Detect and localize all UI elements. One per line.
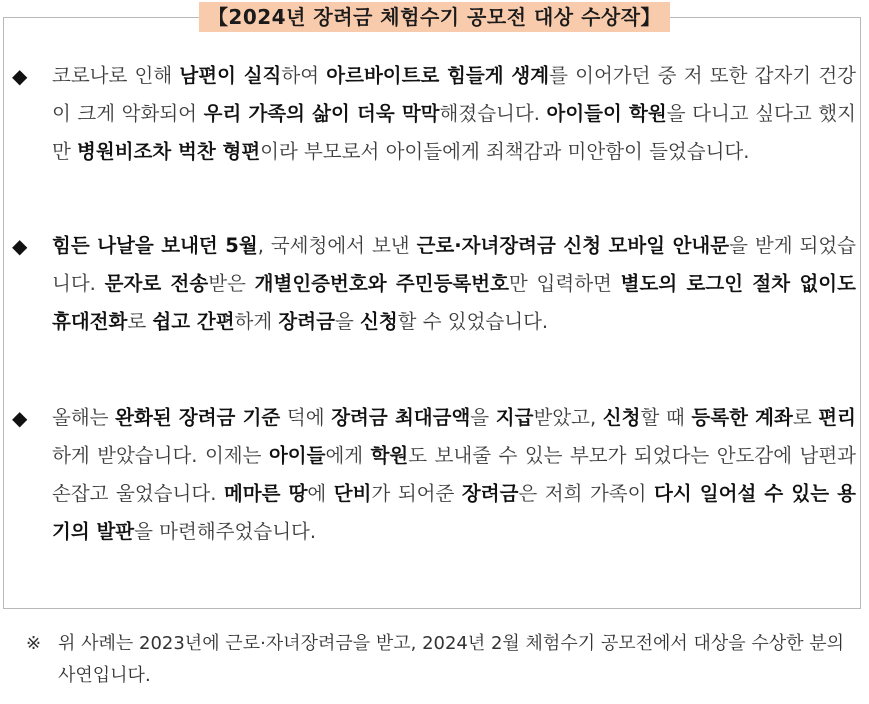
emphasis-text: 등록한 계좌 xyxy=(691,406,793,429)
emphasis-text: 근로·자녀장려금 신청 모바일 안내문 xyxy=(416,234,730,257)
body-text: 을 마련해주었습니다. xyxy=(134,520,317,543)
emphasis-text: 장려금 xyxy=(461,482,519,505)
body-text: 할 때 xyxy=(640,406,692,429)
emphasis-text: 우리 가족의 삶이 더욱 막막 xyxy=(203,102,440,125)
body-text: 하게 xyxy=(234,310,279,333)
body-text: 가 되어준 xyxy=(371,482,462,505)
emphasis-text: 아이들 xyxy=(268,444,326,467)
page-title: 【2024년 장려금 체험수기 공모전 대상 수상작】 xyxy=(199,2,670,32)
story-paragraph-2 xyxy=(12,227,856,341)
emphasis-text: 지급 xyxy=(495,406,534,429)
emphasis-text: 별도의 로그인 절차 없이도 휴대전화 xyxy=(52,272,856,333)
emphasis-text: 개별인증번호와 주민등록번호 xyxy=(254,272,509,295)
body-text: 하여 xyxy=(281,64,327,87)
diamond-bullet-icon: ◆ xyxy=(12,406,28,430)
body-text: 만 입력하면 xyxy=(508,272,621,295)
emphasis-text: 아이들이 학원 xyxy=(546,102,667,125)
emphasis-text: 편리 xyxy=(818,406,856,429)
emphasis-text: 학원 xyxy=(370,444,409,467)
emphasis-text: 병원비조차 벅찬 형편 xyxy=(77,140,261,163)
body-text: 도 보내줄 수 있는 부모가 되었다는 안도감에 남편과 손잡고 울었습니다. xyxy=(52,444,857,505)
emphasis-text: 신청 xyxy=(602,406,641,429)
emphasis-text: 장려금 최대금액 xyxy=(331,406,471,429)
body-text: 로 xyxy=(127,310,153,333)
emphasis-text: 메마른 땅 xyxy=(223,482,308,505)
paragraph-text xyxy=(52,57,856,171)
story-paragraph-1 xyxy=(12,57,856,171)
body-text: , 국세청에서 보낸 xyxy=(257,234,417,257)
body-text: 코로나로 인해 xyxy=(52,64,180,87)
emphasis-text: 힘든 나날을 보내던 5월 xyxy=(52,234,258,257)
body-text: 에게 xyxy=(325,444,371,467)
diamond-bullet-icon: ◆ xyxy=(12,64,28,88)
body-text: 이라 부모로서 아이들에게 죄책감과 미안함이 들었습니다. xyxy=(260,140,750,163)
emphasis-text: 장려금 xyxy=(278,310,335,333)
body-text: 을 다니고 싶다고 했지만 xyxy=(52,102,856,163)
emphasis-text: 단비 xyxy=(333,482,372,505)
body-text: 덕에 xyxy=(280,406,332,429)
body-text: 해졌습니다. xyxy=(439,102,547,125)
emphasis-text: 신청 xyxy=(359,310,398,333)
body-text: 을 받게 되었습니다. xyxy=(52,234,857,295)
emphasis-text: 문자로 전송 xyxy=(104,272,209,295)
body-text: 받았고, xyxy=(533,406,603,429)
paragraph-text xyxy=(52,399,856,551)
body-text: 하게 받았습니다. 이제는 xyxy=(52,444,269,467)
emphasis-text: 다시 일어설 수 있는 용기의 발판 xyxy=(52,482,857,543)
body-text: 에 xyxy=(307,482,334,505)
body-text: 할 수 있었습니다. xyxy=(397,310,549,333)
paragraph-text xyxy=(52,227,856,341)
footnote xyxy=(26,628,856,692)
footnote-text: 위 사례는 2023년에 근로·자녀장려금을 받고, 2024년 2월 체험수기 공모전에서 대상을 수상한 분의 사연입니다. xyxy=(58,633,845,686)
emphasis-text: 쉽고 간편 xyxy=(152,310,235,333)
story-paragraph-3 xyxy=(12,399,856,551)
emphasis-text: 남편이 실직 xyxy=(179,64,282,87)
reference-mark-icon: ※ xyxy=(26,633,42,654)
body-text: 를 이어가던 중 저 또한 갑자기 건강이 크게 악화되어 xyxy=(52,64,856,125)
title-bar xyxy=(0,2,869,32)
diamond-bullet-icon: ◆ xyxy=(12,234,28,258)
body-text: 로 xyxy=(792,406,819,429)
body-text: 을 xyxy=(470,406,496,429)
body-text: 을 xyxy=(334,310,360,333)
body-text: 은 저희 가족이 xyxy=(518,482,655,505)
body-text: 올해는 xyxy=(52,406,116,429)
body-text: 받은 xyxy=(208,272,255,295)
emphasis-text: 완화된 장려금 기준 xyxy=(115,406,281,429)
emphasis-text: 아르바이트로 힘들게 생계 xyxy=(326,64,550,87)
